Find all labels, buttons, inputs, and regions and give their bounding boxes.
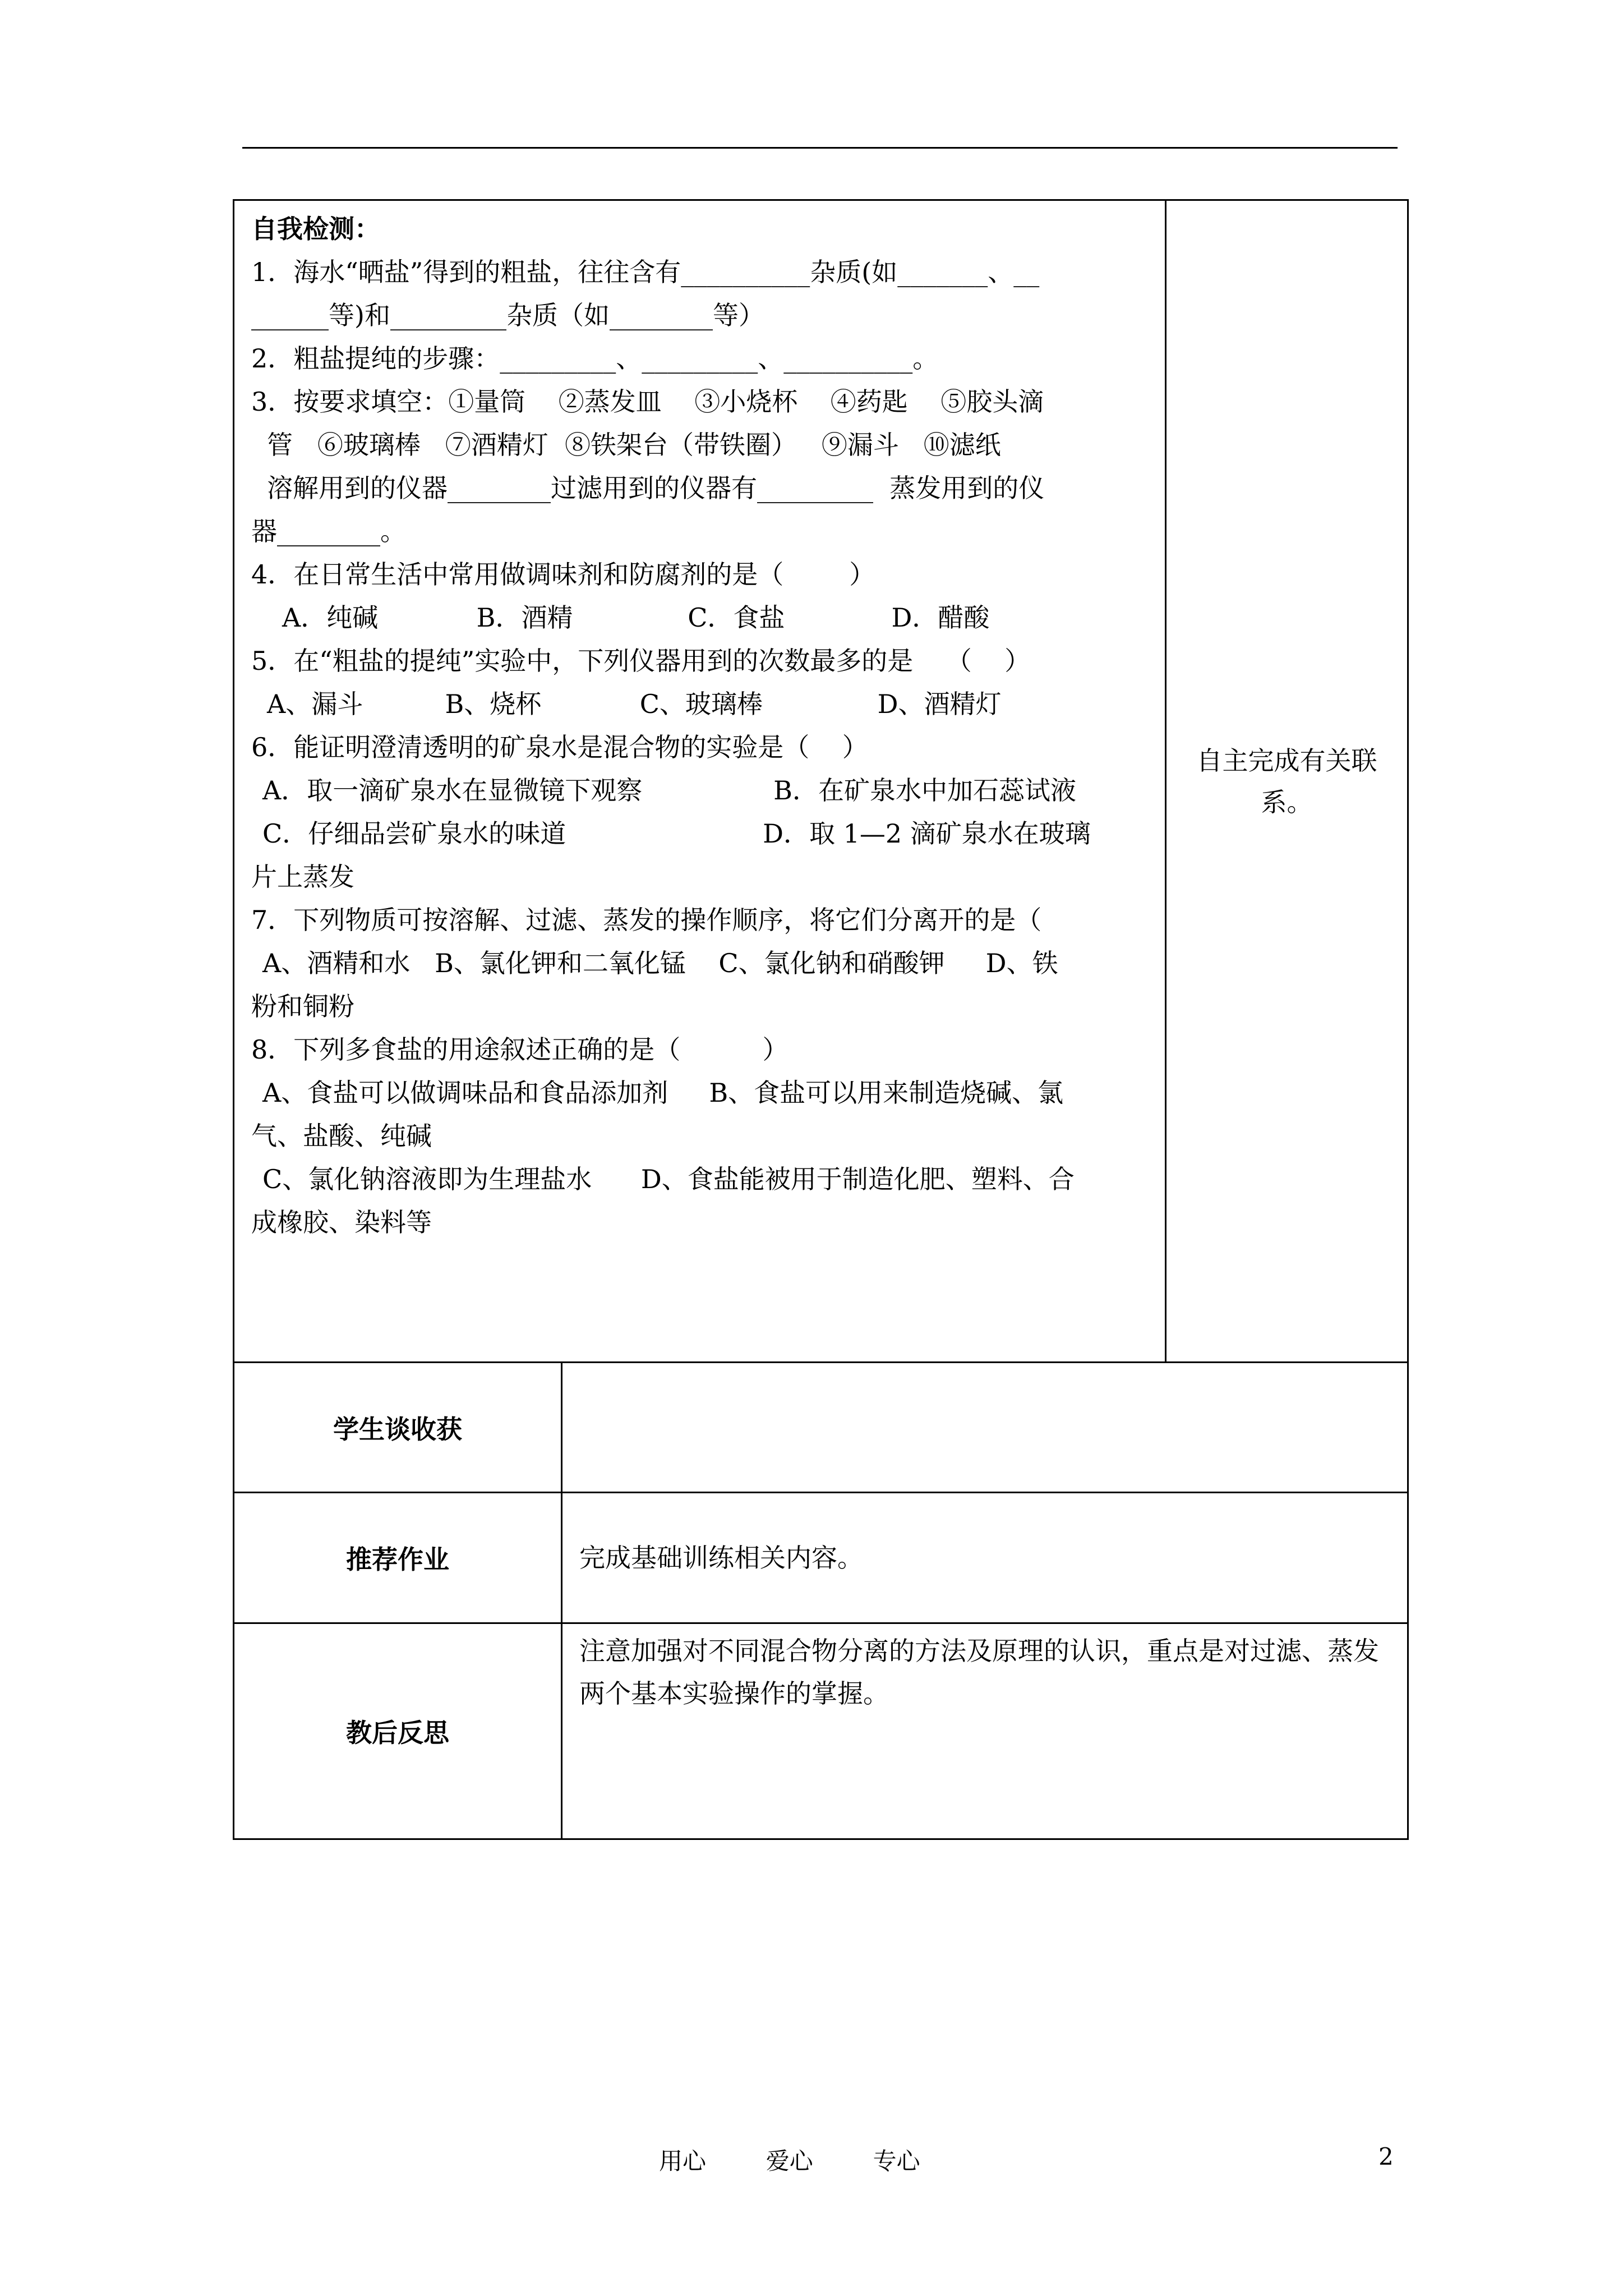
question-line: 4．在日常生活中常用做调味剂和防腐剂的是（ ） bbox=[251, 559, 875, 590]
row-content bbox=[562, 1363, 1408, 1493]
header-rule bbox=[242, 147, 1398, 149]
self-test-row bbox=[234, 200, 1408, 1363]
option-line: C．仔细品尝矿泉水的味道 D．取 1—2 滴矿泉水在玻璃 bbox=[262, 818, 1091, 849]
question-line: 2．粗盐提纯的步骤：_________、_________、__________。 bbox=[251, 343, 939, 374]
question-line: ______等)和_________杂质（如________等） bbox=[251, 300, 764, 330]
lesson-table bbox=[233, 199, 1409, 1840]
harvest-row bbox=[234, 1363, 1408, 1493]
question-line: 5．在“粗盐的提纯”实验中，下列仪器用到的次数最多的是 （ ） bbox=[251, 646, 1031, 676]
footer-motto: 用心 爱心 专心 bbox=[659, 2147, 920, 2175]
page-number: 2 bbox=[1378, 2143, 1394, 2170]
self-test-cell bbox=[234, 200, 1166, 1363]
question-line: 溶解用到的仪器________过滤用到的仪器有_________ 蒸发用到的仪 bbox=[267, 473, 1045, 503]
option-line: 成橡胶、染料等 bbox=[251, 1207, 432, 1237]
side-note-cell bbox=[1166, 200, 1408, 1363]
option-line: 片上蒸发 bbox=[251, 862, 354, 892]
self-test-heading: 自我检测： bbox=[251, 214, 380, 244]
question-line: 7．下列物质可按溶解、过滤、蒸发的操作顺序，将它们分离开的是（ bbox=[251, 905, 1042, 935]
question-line: 器________。 bbox=[251, 516, 406, 546]
option-line: 粉和铜粉 bbox=[251, 991, 354, 1022]
question-line: 8．下列多食盐的用途叙述正确的是（ ） bbox=[251, 1034, 789, 1065]
option-line: A、酒精和水 B、氯化钾和二氧化锰 C、氯化钠和硝酸钾 D、铁 bbox=[262, 948, 1058, 978]
row-label: 推荐作业 bbox=[234, 1493, 562, 1623]
question-line: 3．按要求填空：①量筒 ②蒸发皿 ③小烧杯 ④药匙 ⑤胶头滴 bbox=[251, 386, 1044, 417]
option-line: A．纯碱 B．酒精 C．食盐 D．醋酸 bbox=[282, 602, 990, 633]
homework-row bbox=[234, 1493, 1408, 1623]
side-note: 自主完成有关联系。 bbox=[1196, 745, 1377, 817]
row-label: 教后反思 bbox=[234, 1623, 562, 1839]
question-line: 管 ⑥玻璃棒 ⑦酒精灯 ⑧铁架台（带铁圈） ⑨漏斗 ⑩滤纸 bbox=[267, 430, 1001, 460]
question-line: 1．海水“晒盐”得到的粗盐，往往含有__________杂质(如_______、__ bbox=[251, 257, 1040, 287]
row-label: 学生谈收获 bbox=[234, 1363, 562, 1493]
question-line: 6．能证明澄清透明的矿泉水是混合物的实验是（ ） bbox=[251, 732, 868, 762]
option-line: 气、盐酸、纯碱 bbox=[251, 1121, 432, 1151]
row-content: 注意加强对不同混合物分离的方法及原理的认识，重点是对过滤、蒸发两个基本实验操作的掌握。 bbox=[562, 1623, 1408, 1839]
option-line: A、食盐可以做调味品和食品添加剂 B、食盐可以用来制造烧碱、氯 bbox=[262, 1078, 1064, 1108]
option-line: A．取一滴矿泉水在显微镜下观察 B．在矿泉水中加石蕊试液 bbox=[262, 775, 1076, 806]
option-line: A、漏斗 B、烧杯 C、玻璃棒 D、酒精灯 bbox=[267, 689, 1002, 719]
reflection-row bbox=[234, 1623, 1408, 1839]
option-line: C、氯化钠溶液即为生理盐水 D、食盐能被用于制造化肥、塑料、合 bbox=[262, 1164, 1075, 1194]
row-content: 完成基础训练相关内容。 bbox=[562, 1493, 1408, 1623]
